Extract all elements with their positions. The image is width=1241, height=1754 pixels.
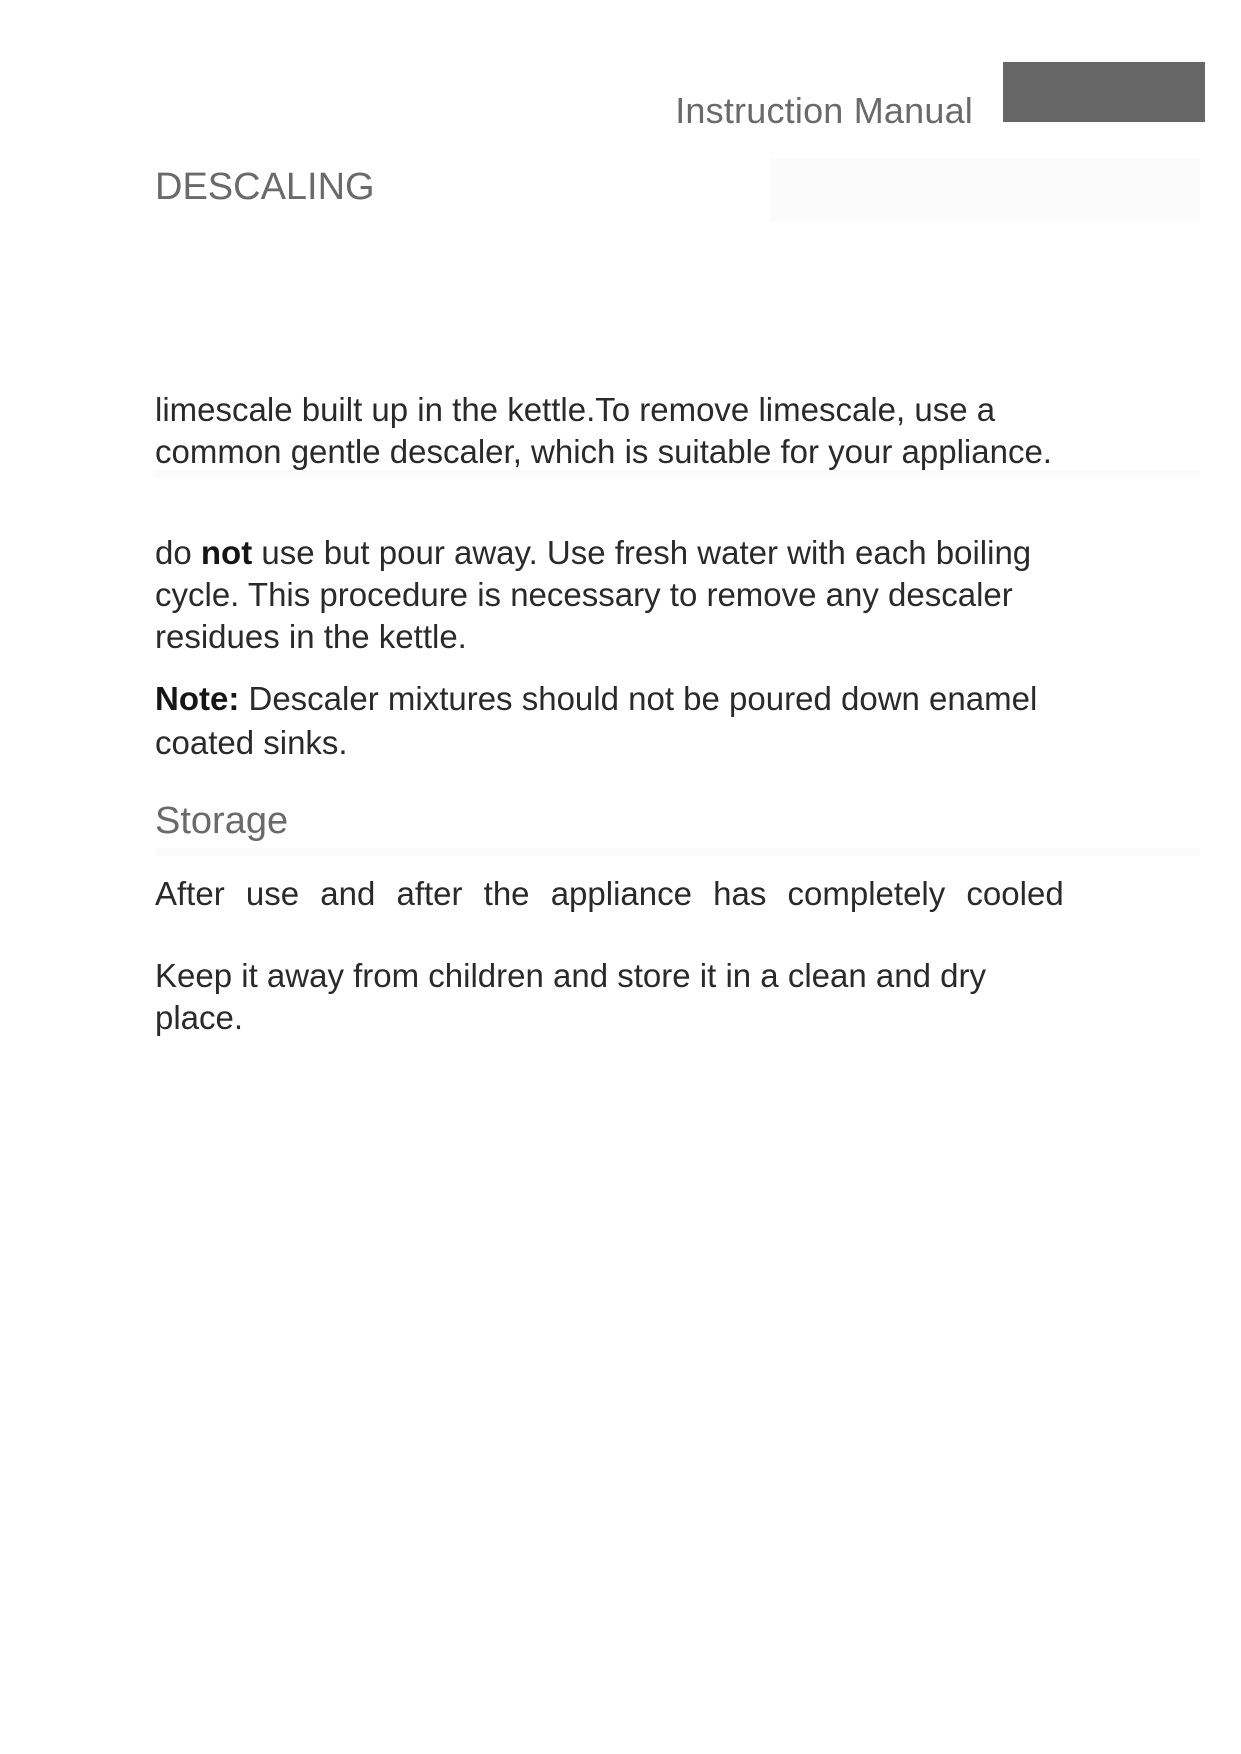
para2-lead: do: [155, 534, 201, 571]
descaling-heading: DESCALING: [155, 166, 375, 208]
descaling-paragraph-2: [155, 532, 1075, 658]
descaling-note: [155, 677, 1075, 765]
para2-rest: use but pour away. Use fresh water with each boiling cycle. This procedure is necessary to remove any descaler residues in the kettle.: [155, 534, 1032, 655]
para2-emphasis: not: [200, 534, 253, 571]
manual-header-title: Instruction Manual: [675, 90, 973, 131]
note-label: Note:: [155, 680, 240, 717]
storage-heading: Storage: [155, 800, 289, 842]
storage-paragraph-1: After use and after the appliance has completely cooled: [155, 875, 1064, 912]
storage-paragraph-2: Keep it away from children and store it in a clean and dry place.: [155, 957, 986, 1036]
note-text: Descaler mixtures should not be poured down enamel coated sinks.: [155, 680, 1038, 761]
faint-divider: [155, 848, 1200, 856]
descaling-paragraph-1: limescale built up in the kettle.To remove limescale, use a common gentle descaler, which is suitable for your appliance.: [155, 391, 1052, 470]
faint-header-band: [770, 158, 1200, 222]
header-tab-block: [1003, 62, 1205, 122]
